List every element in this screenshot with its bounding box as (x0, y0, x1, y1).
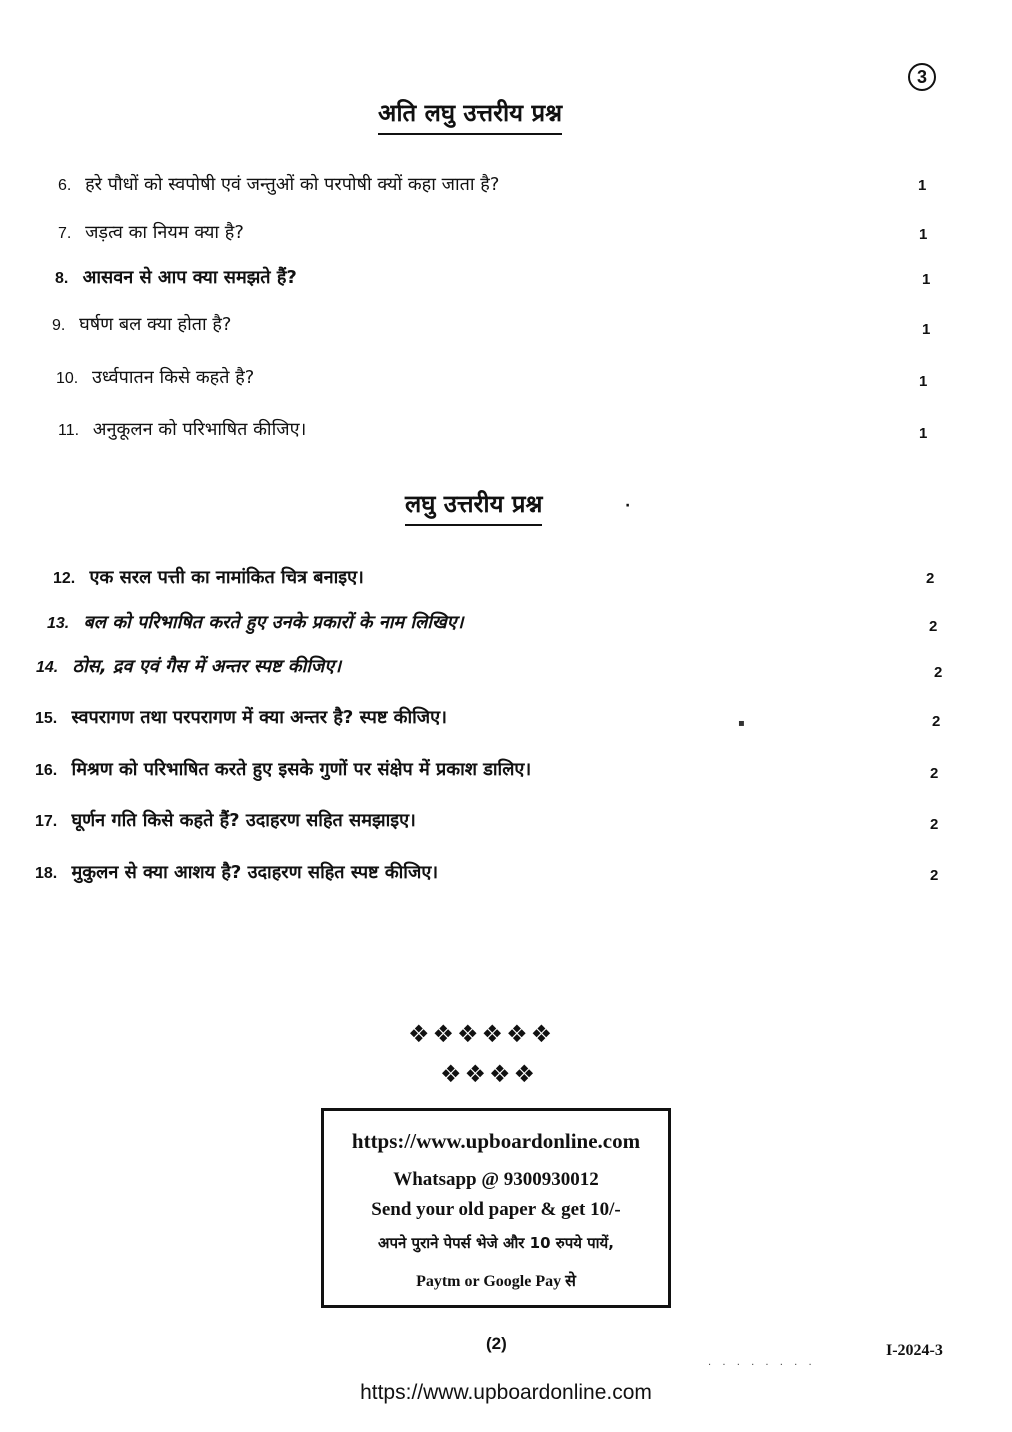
promo-payment: Paytm or Google Pay से (416, 1273, 576, 1290)
question-number: 12. (53, 570, 76, 587)
question-marks: 2 (926, 570, 935, 587)
ornament-diamonds-row-2: ❖❖❖❖ (440, 1060, 539, 1088)
question-marks: 1 (922, 321, 931, 338)
question-9 (52, 312, 232, 336)
question-text: अनुकूलन को परिभाषित कीजिए। (92, 419, 307, 440)
question-text: हरे पौधों को स्वपोषी एवं जन्तुओं को परपोषी क्यों कहा जाता है? (85, 174, 500, 195)
promo-hindi-text: अपने पुराने पेपर्स भेजे और 10 रुपये पायें, (378, 1234, 614, 1252)
promo-send-paper: Send your old paper & get 10/- (371, 1199, 621, 1220)
question-text: एक सरल पत्ती का नामांकित चित्र बनाइए। (89, 567, 364, 588)
question-14 (36, 654, 341, 678)
question-marks: 2 (932, 713, 941, 730)
question-text: स्वपरागण तथा परपरागण में क्या अन्तर है? स्पष्ट कीजिए। (71, 707, 447, 728)
question-number: 15. (35, 710, 58, 727)
question-marks: 2 (930, 867, 939, 884)
question-8 (55, 265, 297, 289)
page-number-circle: 3 (908, 63, 936, 91)
question-marks: 2 (934, 664, 943, 681)
question-12 (53, 565, 364, 589)
question-number: 16. (35, 762, 58, 779)
question-15 (35, 705, 447, 729)
question-number: 11. (58, 422, 80, 439)
promo-url[interactable]: https://www.upboardonline.com (351, 1129, 641, 1153)
promo-whatsapp: Whatsapp @ 9300930012 (393, 1169, 599, 1190)
section-heading-text: लघु उत्तरीय प्रश्न (405, 490, 543, 518)
question-marks: 1 (919, 226, 928, 243)
question-number: 8. (55, 270, 69, 287)
question-marks: 2 (930, 765, 939, 782)
question-number: 7. (58, 225, 72, 242)
question-6 (58, 172, 499, 196)
question-17 (35, 808, 416, 832)
question-number: 10. (56, 370, 79, 387)
section-heading-text: अति लघु उत्तरीय प्रश्न (378, 99, 563, 127)
question-11 (58, 417, 306, 441)
question-text: घूर्णन गति किसे कहते हैं? उदाहरण सहित समझाइए। (71, 810, 416, 831)
question-text: आसवन से आप क्या समझते हैं? (82, 267, 297, 288)
ornament-diamonds-row-1: ❖❖❖❖❖❖ (408, 1020, 556, 1048)
promo-box (321, 1108, 671, 1308)
question-10 (56, 365, 254, 389)
question-number: 6. (58, 177, 72, 194)
stray-mark: ▪ (738, 718, 745, 729)
question-marks: 1 (922, 271, 931, 288)
question-number: 14. (36, 659, 59, 676)
question-text: जड़त्व का नियम क्या है? (85, 222, 244, 243)
question-text: घर्षण बल क्या होता है? (79, 314, 232, 335)
question-text: मुकुलन से क्या आशय है? उदाहरण सहित स्पष्ट कीजिए। (71, 862, 439, 883)
question-13 (47, 610, 463, 634)
footer-paper-code: I-2024-3 (886, 1342, 943, 1359)
question-number: 18. (35, 865, 58, 882)
question-marks: 2 (930, 816, 939, 833)
question-text: ठोस, द्रव एवं गैस में अन्तर स्पष्ट कीजिए। (72, 656, 342, 677)
question-marks: 2 (929, 618, 938, 635)
stray-marks: · · · · · · · · (708, 1360, 816, 1371)
section-heading-very-short (378, 96, 562, 129)
question-text: बल को परिभाषित करते हुए उनके प्रकारों के नाम लिखिए। (83, 612, 464, 633)
question-number: 9. (52, 317, 66, 334)
question-number: 17. (35, 813, 58, 830)
heading-underline (378, 133, 562, 135)
question-marks: 1 (919, 373, 928, 390)
question-number: 13. (47, 615, 70, 632)
footer-page-number: (2) (486, 1334, 507, 1353)
question-marks: 1 (919, 425, 928, 442)
question-16 (35, 757, 531, 781)
question-text: उर्ध्वपातन किसे कहते है? (91, 367, 255, 388)
question-18 (35, 860, 438, 884)
footer-url-link[interactable]: https://www.upboardonline.com (360, 1381, 652, 1404)
heading-underline (405, 524, 542, 526)
stray-mark: · (625, 498, 631, 514)
section-heading-short (405, 487, 542, 520)
question-text: मिश्रण को परिभाषित करते हुए इसके गुणों पर संक्षेप में प्रकाश डालिए। (71, 759, 532, 780)
question-7 (58, 220, 244, 244)
question-marks: 1 (918, 177, 927, 194)
